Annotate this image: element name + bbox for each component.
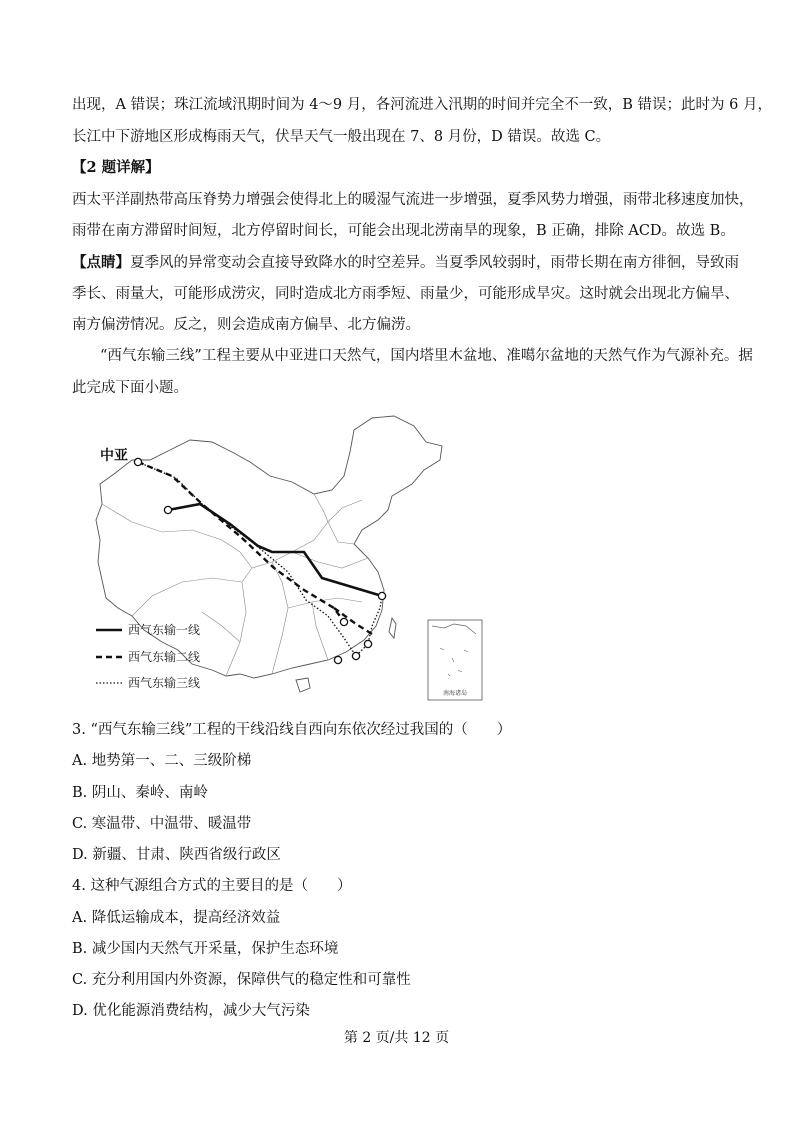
text-line: 此完成下面小题。 xyxy=(72,380,188,396)
option-c: C. 寒温带、中温带、暖温带 xyxy=(72,816,252,832)
map-legend xyxy=(96,622,200,690)
hainan-island xyxy=(296,678,310,692)
endpoint-marker xyxy=(340,618,347,625)
china-outline xyxy=(96,416,442,678)
option-d: D. 新疆、甘肃、陕西省级行政区 xyxy=(72,847,281,863)
question-stem: 3. “西气东输三线”工程的干线沿线自西向东依次经过我国的（ ） xyxy=(72,722,512,738)
question-stem: 4. 这种气源组合方式的主要目的是（ ） xyxy=(72,878,352,894)
text-line: “西气东输三线”工程主要从中亚进口天然气，国内塔里木盆地、准噶尔盆地的天然气作为气源补充。据 xyxy=(100,348,753,364)
endpoint-marker xyxy=(364,640,371,647)
endpoint-marker xyxy=(334,656,341,663)
text-line: 雨带在南方滞留时间短，北方停留时间长，可能会出现北涝南旱的现象，B 正确，排除 ACD。故选 B。 xyxy=(72,223,735,239)
inset-label: 南海诸岛 xyxy=(442,691,468,697)
endpoint-marker xyxy=(352,652,359,659)
legend-label: 西气东输三线 xyxy=(128,676,201,690)
text-line: 长江中下游地区形成梅雨天气，伏旱天气一般出现在 7、8 月份，D 错误。故选 C。 xyxy=(72,129,611,145)
text-line: 出现，A 错误；珠江流域汛期时间为 4～9 月，各河流进入汛期的时间并完全不一致，B 错误；此时为 6 月， xyxy=(72,97,772,113)
legend-label: 西气东输二线 xyxy=(128,650,201,664)
option-c: C. 充分利用国内外资源，保障供气的稳定性和可靠性 xyxy=(72,972,411,988)
tip-text: 夏季风的异常变动会直接导致降水的时空差异。当夏季风较弱时，雨带长期在南方徘徊，导致雨 xyxy=(130,255,739,271)
central-asia-label: 中亚 xyxy=(100,448,128,464)
taiwan-island xyxy=(389,618,396,638)
section-heading: 【2 题详解】 xyxy=(72,159,160,176)
option-d: D. 优化能源消费结构，减少大气污染 xyxy=(72,1003,310,1019)
text-line: 西太平洋副热带高压脊势力增强会使得北上的暖湿气流进一步增强，夏季风势力增强，雨带北移速度加快， xyxy=(72,192,754,208)
option-a: A. 降低运输成本，提高经济效益 xyxy=(72,910,281,926)
endpoint-marker xyxy=(378,592,385,599)
province-borders xyxy=(102,494,368,676)
pipeline-line-1 xyxy=(168,504,382,596)
text-line xyxy=(72,253,739,273)
pipeline-map xyxy=(92,412,484,704)
text-line: 南方偏涝情况。反之，则会造成南方偏旱、北方偏涝。 xyxy=(72,317,420,333)
text-line: 季长、雨量大，可能形成涝灾，同时造成北方雨季短、雨量少，可能形成旱灾。这时就会出现北方偏旱、 xyxy=(72,286,739,302)
legend-label: 西气东输一线 xyxy=(128,623,201,637)
endpoint-marker xyxy=(134,458,141,465)
tip-tag: 【点睛】 xyxy=(72,254,130,271)
option-b: B. 阴山、秦岭、南岭 xyxy=(72,785,208,801)
page-footer: 第 2 页/共 12 页 xyxy=(343,1030,450,1046)
endpoint-marker xyxy=(164,506,171,513)
option-b: B. 减少国内天然气开采量，保护生态环境 xyxy=(72,941,339,957)
option-a: A. 地势第一、二、三级阶梯 xyxy=(72,753,252,769)
pipeline-line-2 xyxy=(138,462,372,634)
